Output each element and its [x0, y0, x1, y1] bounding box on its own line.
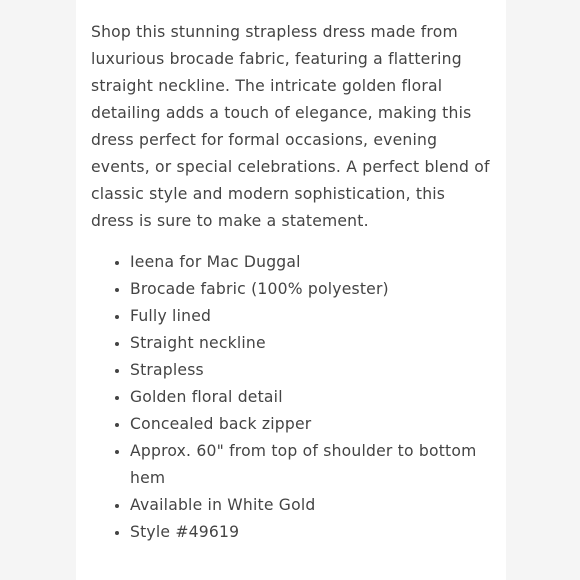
feature-fabric: • Brocade fabric (100% polyester) [130, 276, 491, 303]
feature-neckline: • Straight neckline [130, 330, 491, 357]
feature-list [91, 249, 491, 546]
feature-color: • Available in White Gold [130, 492, 491, 519]
feature-style-number: • Style #49619 [130, 519, 491, 546]
product-details [91, 19, 491, 546]
feature-floral-detail: • Golden floral detail [130, 384, 491, 411]
feature-zipper: • Concealed back zipper [130, 411, 491, 438]
feature-strapless: • Strapless [130, 357, 491, 384]
feature-lining: • Fully lined [130, 303, 491, 330]
feature-designer: • Ieena for Mac Duggal [130, 249, 491, 276]
product-description: Shop this stunning strapless dress made from luxurious brocade fabric, featuring a flattering straight neckline. The intricate golden floral detailing adds a touch of elegance, making this dress perfect for formal occasions, evening events, or special celebrations. A perfect blend of classic style and modern sophistication, this dress is sure to make a statement. [91, 23, 490, 230]
feature-length: • Approx. 60" from top of shoulder to bottom hem [130, 438, 491, 492]
